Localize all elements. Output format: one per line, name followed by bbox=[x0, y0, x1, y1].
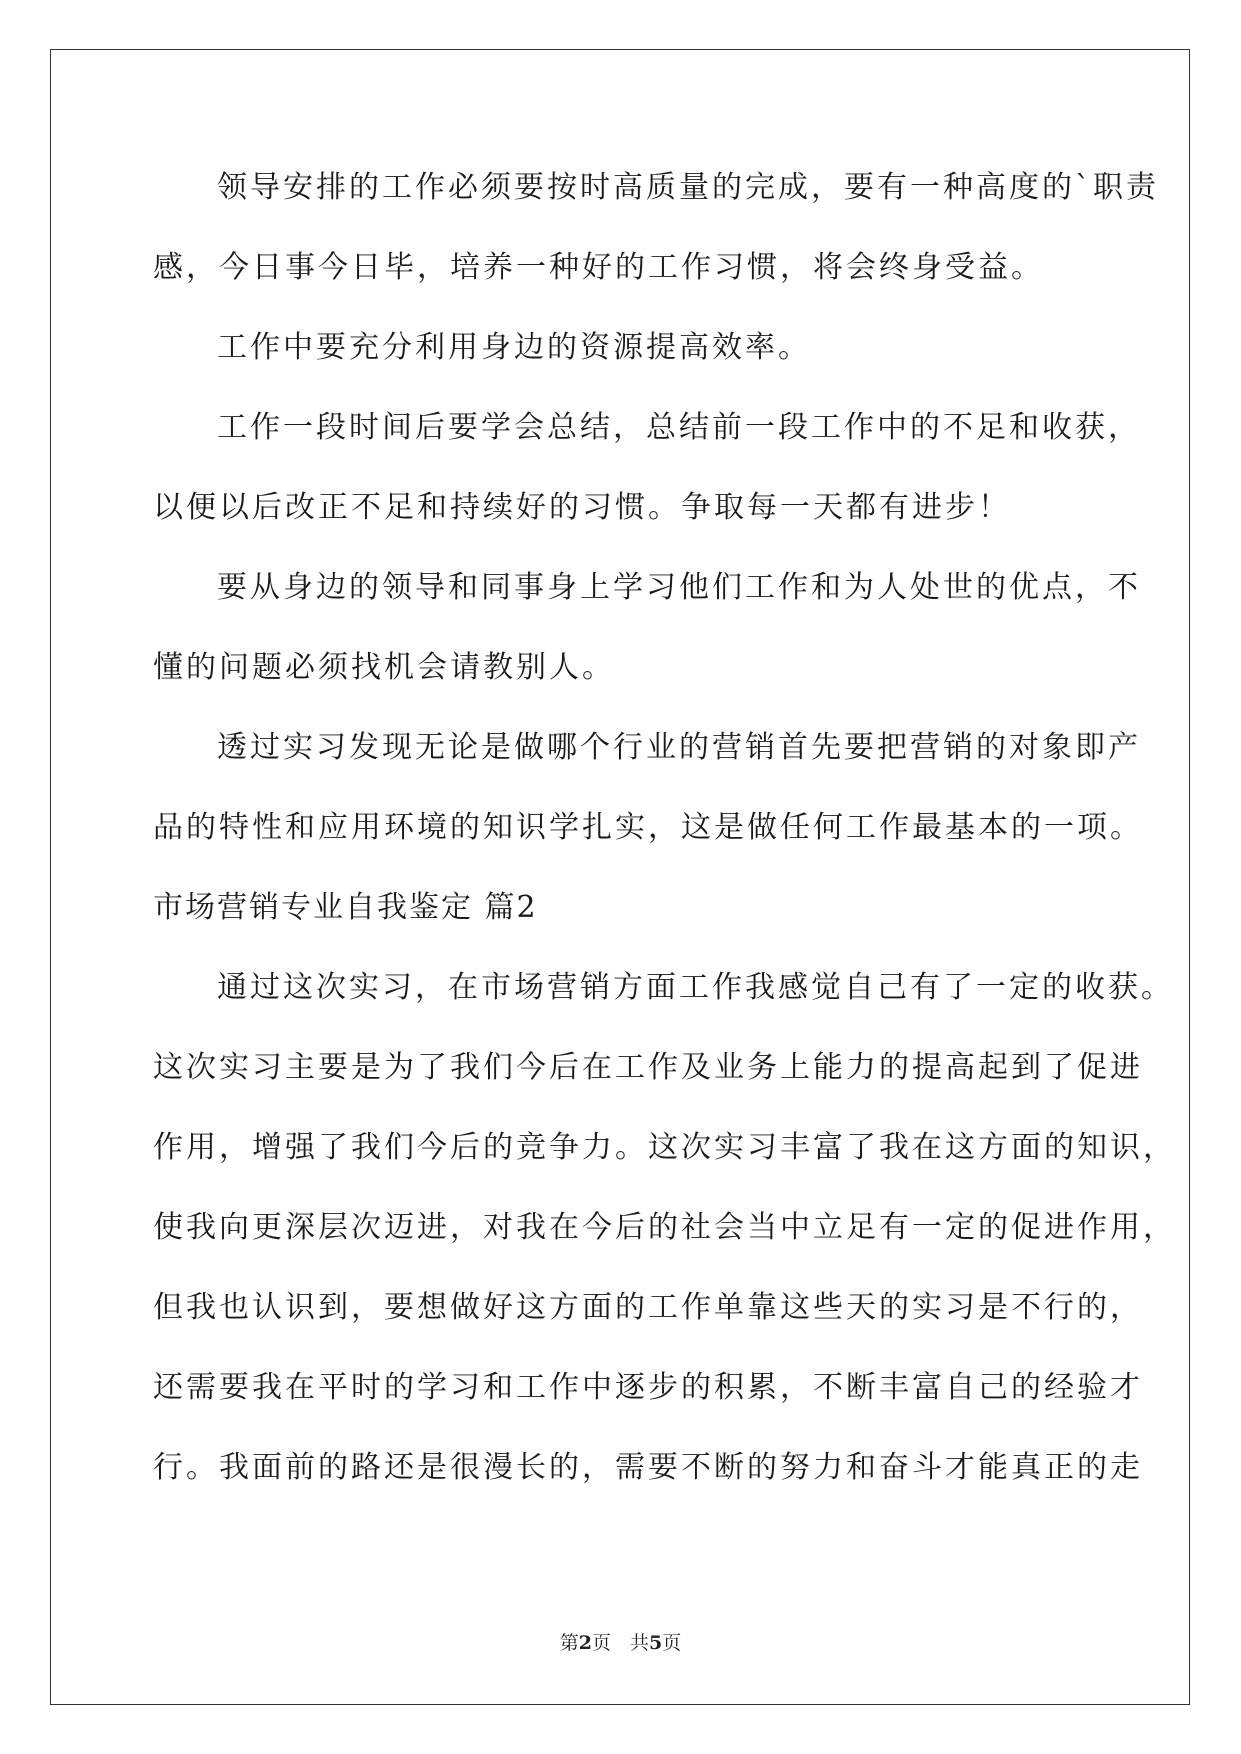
text-line: 行。我面前的路还是很漫长的，需要不断的努力和奋斗才能真正的走 bbox=[153, 1450, 1143, 1485]
text-line: 透过实习发现无论是做哪个行业的营销首先要把营销的对象即产 bbox=[217, 730, 1141, 765]
text-line: 懂的问题必须找机会请教别人。 bbox=[153, 650, 615, 685]
text-line: 通过这次实习，在市场营销方面工作我感觉自己有了一定的收获。 bbox=[217, 970, 1174, 1005]
text-line: 使我向更深层次迈进，对我在今后的社会当中立足有一定的促进作用， bbox=[153, 1210, 1176, 1245]
footer-page-prefix: 第 bbox=[559, 1632, 579, 1654]
footer-page-total: 5 bbox=[649, 1632, 663, 1654]
text-line: 工作中要充分利用身边的资源提高效率。 bbox=[217, 330, 811, 365]
text-line: 作用，增强了我们今后的竞争力。这次实习丰富了我在这方面的知识， bbox=[153, 1130, 1176, 1165]
text-line: 品的特性和应用环境的知识学扎实，这是做任何工作最基本的一项。 bbox=[153, 810, 1143, 845]
text-line: 以便以后改正不足和持续好的习惯。争取每一天都有进步！ bbox=[153, 490, 1011, 525]
footer-page-mid: 页 共 bbox=[591, 1632, 649, 1654]
text-line: 但我也认识到，要想做好这方面的工作单靠这些天的实习是不行的， bbox=[153, 1290, 1143, 1325]
text-line: 还需要我在平时的学习和工作中逐步的积累，不断丰富自己的经验才 bbox=[153, 1370, 1143, 1405]
text-line: 工作一段时间后要学会总结，总结前一段工作中的不足和收获， bbox=[217, 410, 1141, 445]
footer-page-suffix: 页 bbox=[662, 1632, 682, 1654]
footer-page-current: 2 bbox=[578, 1632, 592, 1654]
page-footer bbox=[0, 1628, 1241, 1655]
document-body bbox=[153, 160, 1176, 1520]
text-line: 这次实习主要是为了我们今后在工作及业务上能力的提高起到了促进 bbox=[153, 1050, 1143, 1085]
text-line: 感，今日事今日毕，培养一种好的工作习惯，将会终身受益。 bbox=[153, 250, 1044, 285]
section-heading: 市场营销专业自我鉴定 篇2 bbox=[153, 890, 538, 925]
text-line: 要从身边的领导和同事身上学习他们工作和为人处世的优点，不 bbox=[217, 570, 1141, 605]
text-line: 领导安排的工作必须要按时高质量的完成，要有一种高度的`职责 bbox=[217, 170, 1159, 205]
